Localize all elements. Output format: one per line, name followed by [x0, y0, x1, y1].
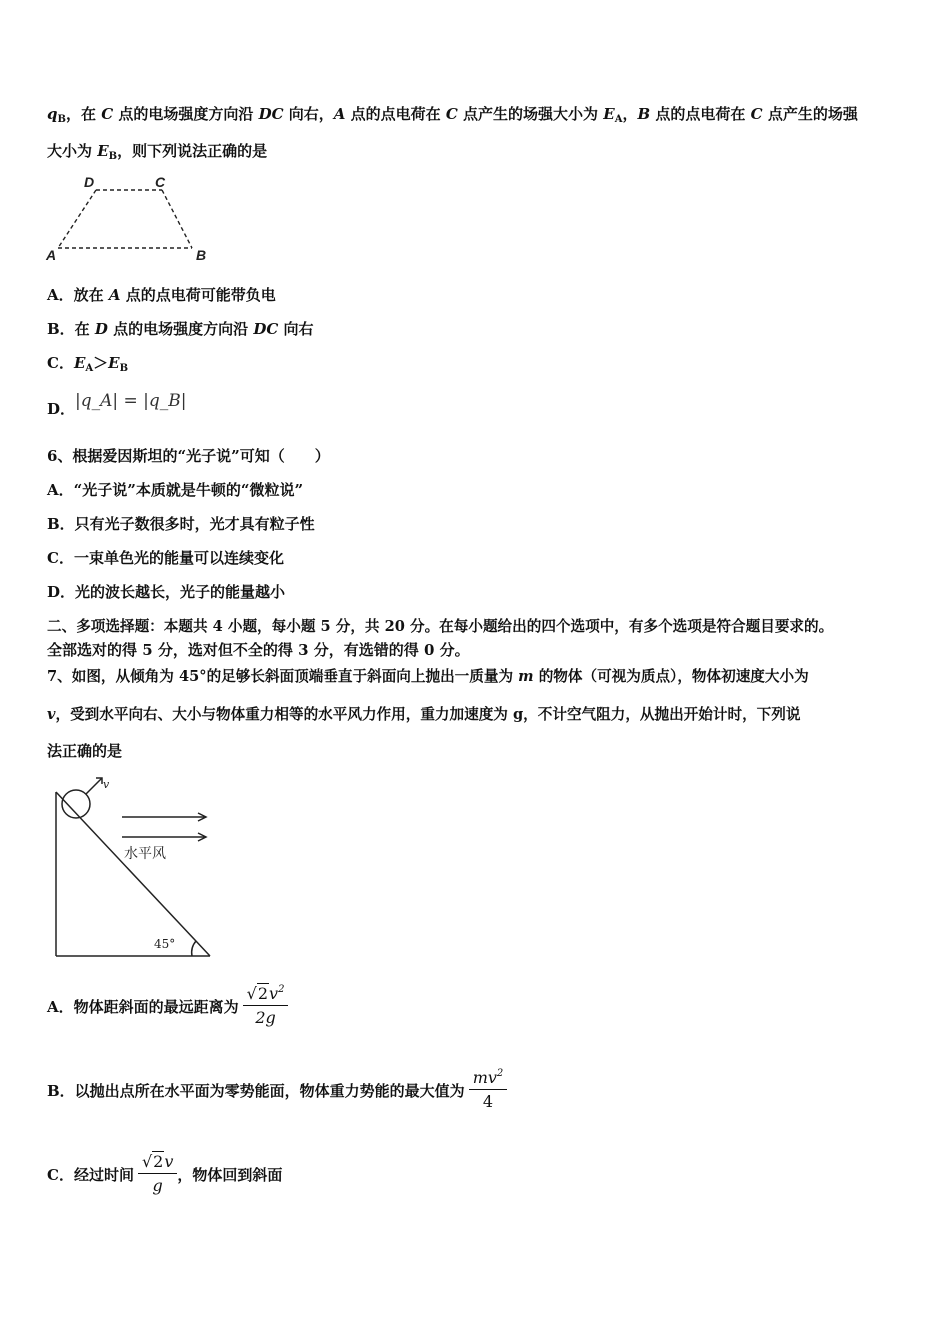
q7-option-b[interactable]: B．以抛出点所在水平面为零势能面，物体重力势能的最大值为 $\frac{mv^2}{4}$	[47, 1068, 507, 1111]
label-d: D	[84, 174, 95, 190]
wind-label: 水平风	[124, 846, 166, 862]
q7-stem-line3: 法正确的是	[47, 742, 123, 760]
q7-option-a[interactable]: A．物体距斜面的最远距离为 $\frac{√2v^2}{2g}$	[47, 984, 288, 1027]
edge-cb	[162, 190, 192, 248]
velocity-label: v	[103, 778, 110, 791]
angle-arc	[192, 941, 196, 956]
trapezoid-figure	[44, 172, 219, 264]
q6-option-b[interactable]: B．只有光子数很多时，光才具有粒子性	[47, 515, 315, 533]
incline-figure	[44, 768, 224, 964]
label-c: C	[155, 174, 166, 190]
formula-sqrt2-v2-over-2g: $\frac{√2v^2}{2g}$	[243, 984, 289, 1027]
velocity-arrow	[86, 778, 102, 794]
q5-stem-line2: 大小为 $E_B$，则下列说法正确的是	[47, 142, 268, 162]
q7-stem-line1: 7、如图，从倾角为 45°的足够长斜面顶端垂直于斜面向上抛出一质量为 m 的物体（可视为质点），物体初速度大小为	[47, 668, 809, 685]
q5-stem-line1: $q_B$，在 C 点的电场强度方向沿 DC 向右，A 点的点电荷在 C 点产生的场强大小为 $E_A$，B 点的点电荷在 C 点产生的场强	[47, 105, 858, 125]
q6-stem: 6、根据爱因斯坦的“光子说”可知（ ）	[47, 447, 330, 465]
section2-line2: 全部选对的得 5 分，选对但不全的得 3 分，有选错的得 0 分。	[47, 641, 470, 659]
q5-option-b[interactable]: B．在 D 点的电场强度方向沿 DC 向右	[47, 320, 314, 338]
q5-option-a[interactable]: A．放在 A 点的点电荷可能带负电	[47, 286, 276, 304]
section2-line1: 二、多项选择题：本题共 4 小题，每小题 5 分，共 20 分。在每小题给出的四个选项中，有多个选项是符合题目要求的。	[47, 618, 834, 635]
formula-mv2-over-4: $\frac{mv^2}{4}$	[469, 1068, 508, 1111]
q5-option-c[interactable]: C．$E_A>E_B$	[47, 354, 129, 374]
q6-option-c[interactable]: C．一束单色光的能量可以连续变化	[47, 549, 284, 567]
q6-option-a[interactable]: A．“光子说”本质就是牛顿的“微粒说”	[47, 481, 304, 499]
q5-option-d[interactable]: D．|q_A| = |q_B|	[47, 391, 187, 418]
q6-option-d[interactable]: D．光的波长越长，光子的能量越小	[47, 583, 286, 601]
formula-abs-qa-eq-qb: |q_A| = |q_B|	[75, 391, 187, 411]
label-a: A	[46, 247, 57, 263]
edge-da	[58, 190, 96, 248]
label-b: B	[196, 247, 207, 263]
q7-option-c[interactable]: C．经过时间 $\frac{√2v}{g}$ ，物体回到斜面	[47, 1152, 283, 1195]
q7-stem-line2: v，受到水平向右、大小与物体重力相等的水平风力作用，重力加速度为 g，不计空气阻力，从抛出开始计时，下列说	[47, 706, 801, 723]
formula-sqrt2-v-over-g: $\frac{√2v}{g}$	[138, 1152, 177, 1195]
angle-label: 45°	[154, 937, 176, 951]
